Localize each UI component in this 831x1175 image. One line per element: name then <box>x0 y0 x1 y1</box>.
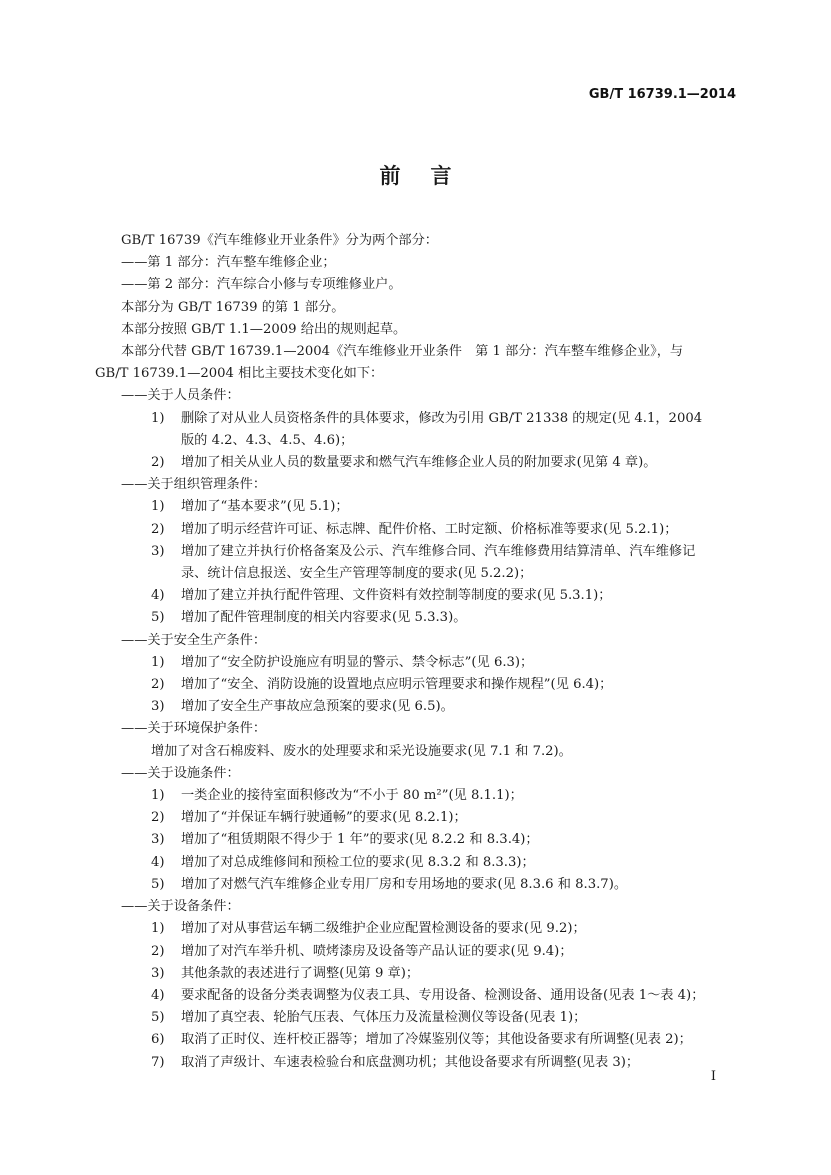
item-line: 增加了对总成维修间和预检工位的要求(见 8.3.2 和 8.3.3)； <box>181 854 535 870</box>
item-number: 1) <box>151 921 165 937</box>
item-line: 增加了“租赁期限不得少于 1 年”的要求(见 8.2.2 和 8.3.4)； <box>181 832 539 848</box>
item-line: 删除了对从业人员资格条件的具体要求，修改为引用 GB/T 21338 的规定(见 4.1，2004 <box>181 410 703 426</box>
list-item <box>95 1029 740 1051</box>
item-line: 其他条款的表述进行了调整(见第 9 章)； <box>181 965 420 981</box>
list-item <box>95 519 740 541</box>
item-line: 增加了建立并执行价格备案及公示、汽车维修合同、汽车维修费用结算清单、汽车维修记 <box>181 543 696 559</box>
item-number: 2) <box>151 677 165 693</box>
list-item <box>95 874 740 896</box>
list-item <box>95 585 740 607</box>
item-line: 增加了安全生产事故应急预案的要求(见 6.5)。 <box>181 699 454 715</box>
item-line: 增加了对燃气汽车维修企业专用厂房和专用场地的要求(见 8.3.6 和 8.3.7)。 <box>181 876 628 892</box>
item-line: 版的 4.2、4.3、4.5、4.6)； <box>181 432 354 448</box>
list-item <box>95 807 740 829</box>
paragraph: GB/T 16739.1—2004 相比主要技术变化如下： <box>95 366 384 382</box>
list-item <box>95 408 740 430</box>
paragraph: 本部分代替 GB/T 16739.1—2004《汽车维修业开业条件 第 1 部分：汽车整车维修企业》，与 <box>121 344 684 360</box>
item-number: 3) <box>151 543 165 559</box>
item-line: 取消了声级计、车速表检验台和底盘测功机；其他设备要求有所调整(见表 3)； <box>181 1054 640 1070</box>
list-item <box>95 607 740 629</box>
item-number: 5) <box>151 610 165 626</box>
list-item <box>95 696 740 718</box>
list-item <box>95 963 740 985</box>
list-item <box>95 1007 740 1029</box>
item-number: 3) <box>151 965 165 981</box>
list-item <box>95 541 740 563</box>
page-number: I <box>710 1069 716 1084</box>
item-number: 1) <box>151 788 165 804</box>
item-number: 4) <box>151 854 165 870</box>
item-line: 录、统计信息报送、安全生产管理等制度的要求(见 5.2.2)； <box>181 566 533 582</box>
document-body <box>95 230 740 1074</box>
item-number: 4) <box>151 588 165 604</box>
item-number: 5) <box>151 1010 165 1026</box>
item-line: 增加了“基本要求”(见 5.1)； <box>181 499 349 515</box>
list-item <box>95 941 740 963</box>
item-line: 要求配备的设备分类表调整为仪表工具、专用设备、检测设备、通用设备(见表 1～表 4)； <box>181 987 705 1003</box>
paragraph: ——第 1 部分：汽车整车维修企业； <box>121 255 336 271</box>
paragraph: ——第 2 部分：汽车综合小修与专项维修业户。 <box>121 277 402 293</box>
list-item <box>95 452 740 474</box>
list-item <box>95 1052 740 1074</box>
item-number: 1) <box>151 654 165 670</box>
item-number: 5) <box>151 876 165 892</box>
section-heading: ——关于安全生产条件： <box>121 632 267 648</box>
item-number: 4) <box>151 987 165 1003</box>
item-number: 2) <box>151 943 165 959</box>
item-line: 增加了建立并执行配件管理、文件资料有效控制等制度的要求(见 5.3.1)； <box>181 588 612 604</box>
item-number: 1) <box>151 410 165 426</box>
section-heading: ——关于设施条件： <box>121 765 240 781</box>
list-item <box>95 918 740 940</box>
list-item <box>95 496 740 518</box>
item-line: 一类企业的接待室面积修改为“不小于 80 m²”(见 8.1.1)； <box>181 788 523 804</box>
standard-code: GB/T 16739.1—2014 <box>588 87 736 102</box>
section-heading: ——关于组织管理条件： <box>121 477 267 493</box>
item-line: 取消了正时仪、连杆校正器等；增加了冷媒鉴别仪等；其他设备要求有所调整(见表 2)； <box>181 1032 692 1048</box>
section-heading: ——关于人员条件： <box>121 388 240 404</box>
item-number: 2) <box>151 455 165 471</box>
item-number: 6) <box>151 1032 165 1048</box>
list-item <box>95 829 740 851</box>
item-line: 增加了真空表、轮胎气压表、气体压力及流量检测仪等设备(见表 1)； <box>181 1010 587 1026</box>
page-title: 前言 <box>379 164 482 188</box>
item-number: 2) <box>151 521 165 537</box>
item-number: 2) <box>151 810 165 826</box>
paragraph: 本部分按照 GB/T 1.1—2009 给出的规则起草。 <box>121 321 407 337</box>
item-line: 增加了明示经营许可证、标志牌、配件价格、工时定额、价格标准等要求(见 5.2.1)； <box>181 521 678 537</box>
item-number: 3) <box>151 699 165 715</box>
item-line: 增加了“并保证车辆行驶通畅”的要求(见 8.2.1)； <box>181 810 467 826</box>
list-item <box>95 985 740 1007</box>
list-item <box>95 852 740 874</box>
list-item <box>95 652 740 674</box>
item-line: 增加了对从事营运车辆二级维护企业应配置检测设备的要求(见 9.2)； <box>181 921 586 937</box>
item-number: 1) <box>151 499 165 515</box>
section-heading: ——关于环境保护条件： <box>121 721 267 737</box>
list-item <box>95 785 740 807</box>
section-heading: ——关于设备条件： <box>121 899 240 915</box>
item-line: 增加了配件管理制度的相关内容要求(见 5.3.3)。 <box>181 610 467 626</box>
item-line: 增加了“安全防护设施应有明显的警示、禁令标志”(见 6.3)； <box>181 654 534 670</box>
list-item <box>95 674 740 696</box>
paragraph: GB/T 16739《汽车维修业开业条件》分为两个部分： <box>121 233 438 248</box>
paragraph: 增加了对含石棉废料、废水的处理要求和采光设施要求(见 7.1 和 7.2)。 <box>151 743 572 759</box>
item-line: 增加了相关从业人员的数量要求和燃气汽车维修企业人员的附加要求(见第 4 章)。 <box>181 455 657 471</box>
item-number: 3) <box>151 832 165 848</box>
paragraph: 本部分为 GB/T 16739 的第 1 部分。 <box>121 299 345 315</box>
item-number: 7) <box>151 1054 165 1070</box>
item-line: 增加了“安全、消防设施的设置地点应明示管理要求和操作规程”(见 6.4)； <box>181 677 613 693</box>
item-line: 增加了对汽车举升机、喷烤漆房及设备等产品认证的要求(见 9.4)； <box>181 943 573 959</box>
